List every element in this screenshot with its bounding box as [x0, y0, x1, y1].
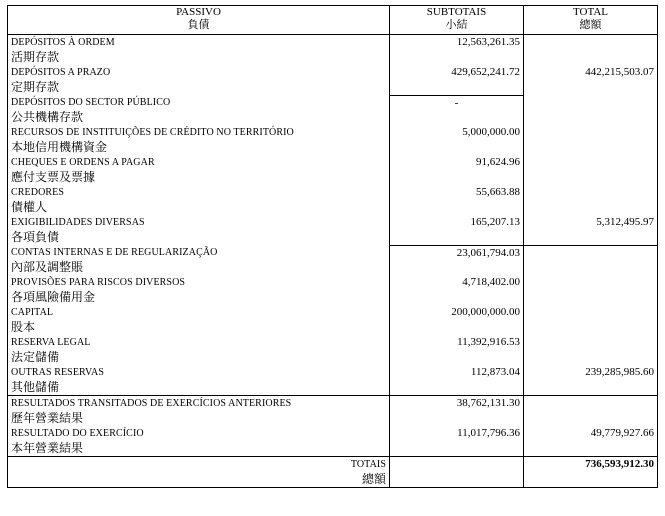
row-subtotal: 55,663.88: [390, 185, 524, 215]
row-total: [524, 245, 658, 275]
row-subtotal: 429,652,241.72: [390, 65, 524, 95]
row-label-zh: 本年營業結果: [11, 441, 84, 455]
row-label-pt: DEPÓSITOS A PRAZO: [11, 67, 111, 78]
row-total: 5,312,495.97: [524, 215, 658, 245]
table-row: [8, 95, 658, 125]
table-row: [8, 365, 658, 396]
row-label-pt: RECURSOS DE INSTITUIÇÕES DE CRÉDITO NO TERRITÓRIO: [11, 127, 294, 138]
table-row: [8, 215, 658, 245]
row-label-zh: 債權人: [11, 200, 48, 214]
table-row: [8, 245, 658, 275]
row-label-zh: 股本: [11, 320, 36, 334]
row-label-pt: CREDORES: [11, 187, 65, 198]
row-label-zh: 應付支票及票據: [11, 170, 96, 184]
row-label-pt: CONTAS INTERNAS E DE REGULARIZAÇÃO: [11, 247, 218, 258]
header-total-pt: TOTAL: [573, 6, 608, 18]
row-total: [524, 275, 658, 305]
row-label-zh: 各項風險備用金: [11, 290, 96, 304]
row-total: [524, 125, 658, 155]
header-subtotal-pt: SUBTOTAIS: [426, 6, 487, 18]
row-label-pt: PROVISÕES PARA RISCOS DIVERSOS: [11, 277, 186, 288]
row-label-zh: 活期存款: [11, 50, 60, 64]
row-subtotal: 5,000,000.00: [390, 125, 524, 155]
row-subtotal: 165,207.13: [390, 215, 524, 245]
table-row: [8, 305, 658, 335]
table-row: [8, 335, 658, 365]
table-row: [8, 65, 658, 95]
row-label-pt: CHEQUES E ORDENS A PAGAR: [11, 157, 155, 168]
row-label-zh: 其他儲備: [11, 380, 60, 394]
row-label-pt: CAPITAL: [11, 307, 54, 318]
row-total: [524, 95, 658, 125]
header-subtotal: [390, 6, 524, 35]
totals-value: 736,593,912.30: [524, 457, 658, 488]
header-total: [524, 6, 658, 35]
table-header-row: [8, 6, 658, 35]
table-row: [8, 426, 658, 457]
row-label-pt: RESULTADO DO EXERCÍCIO: [11, 428, 144, 439]
liabilities-table: [7, 5, 658, 488]
row-subtotal: -: [390, 95, 524, 125]
row-label-zh: 歷年營業結果: [11, 411, 84, 425]
row-subtotal: 11,392,916.53: [390, 335, 524, 365]
row-total: [524, 35, 658, 66]
totals-subtotal-empty: [390, 457, 524, 488]
table-row: [8, 275, 658, 305]
header-liability-zh: 負債: [187, 19, 210, 31]
row-label-pt: EXIGIBILIDADES DIVERSAS: [11, 217, 145, 228]
row-total: [524, 305, 658, 335]
header-total-zh: 總額: [579, 19, 602, 31]
row-label-zh: 內部及調整賬: [11, 260, 84, 274]
row-label-zh: 定期存款: [11, 80, 60, 94]
row-label-pt: DEPÓSITOS DO SECTOR PÚBLICO: [11, 97, 171, 108]
header-liability: [8, 6, 390, 35]
table-row: [8, 185, 658, 215]
table-row: [8, 396, 658, 427]
row-label-pt: RESULTADOS TRANSITADOS DE EXERCÍCIOS ANTERIORES: [11, 398, 292, 409]
row-label-pt: RESERVA LEGAL: [11, 337, 91, 348]
row-total: [524, 185, 658, 215]
row-total: [524, 396, 658, 427]
row-subtotal: 4,718,402.00: [390, 275, 524, 305]
row-total: [524, 335, 658, 365]
totals-label-zh: 總額: [361, 472, 386, 486]
row-total: 442,215,503.07: [524, 65, 658, 95]
row-subtotal: 12,563,261.35: [390, 35, 524, 66]
totals-label: [8, 457, 390, 488]
table-row: [8, 155, 658, 185]
row-label-pt: DEPÓSITOS À ORDEM: [11, 37, 115, 48]
row-label-zh: 法定儲備: [11, 350, 60, 364]
row-subtotal: 200,000,000.00: [390, 305, 524, 335]
row-total: 239,285,985.60: [524, 365, 658, 396]
totals-row: [8, 457, 658, 488]
header-subtotal-zh: 小結: [445, 19, 468, 31]
table-row: [8, 125, 658, 155]
totals-label-pt: TOTAIS: [350, 459, 386, 470]
table-row: [8, 35, 658, 66]
row-label-zh: 本地信用機構資金: [11, 140, 108, 154]
row-subtotal: 112,873.04: [390, 365, 524, 396]
balance-sheet-liabilities: [7, 5, 657, 510]
row-label-pt: OUTRAS RESERVAS: [11, 367, 105, 378]
row-label-zh: 公共機構存款: [11, 110, 84, 124]
row-total: [524, 155, 658, 185]
row-subtotal: 91,624.96: [390, 155, 524, 185]
row-total: 49,779,927.66: [524, 426, 658, 457]
row-subtotal: 11,017,796.36: [390, 426, 524, 457]
row-label-zh: 各項負債: [11, 230, 60, 244]
header-liability-pt: PASSIVO: [176, 6, 221, 18]
row-subtotal: 38,762,131.30: [390, 396, 524, 427]
row-subtotal: 23,061,794.03: [390, 245, 524, 275]
